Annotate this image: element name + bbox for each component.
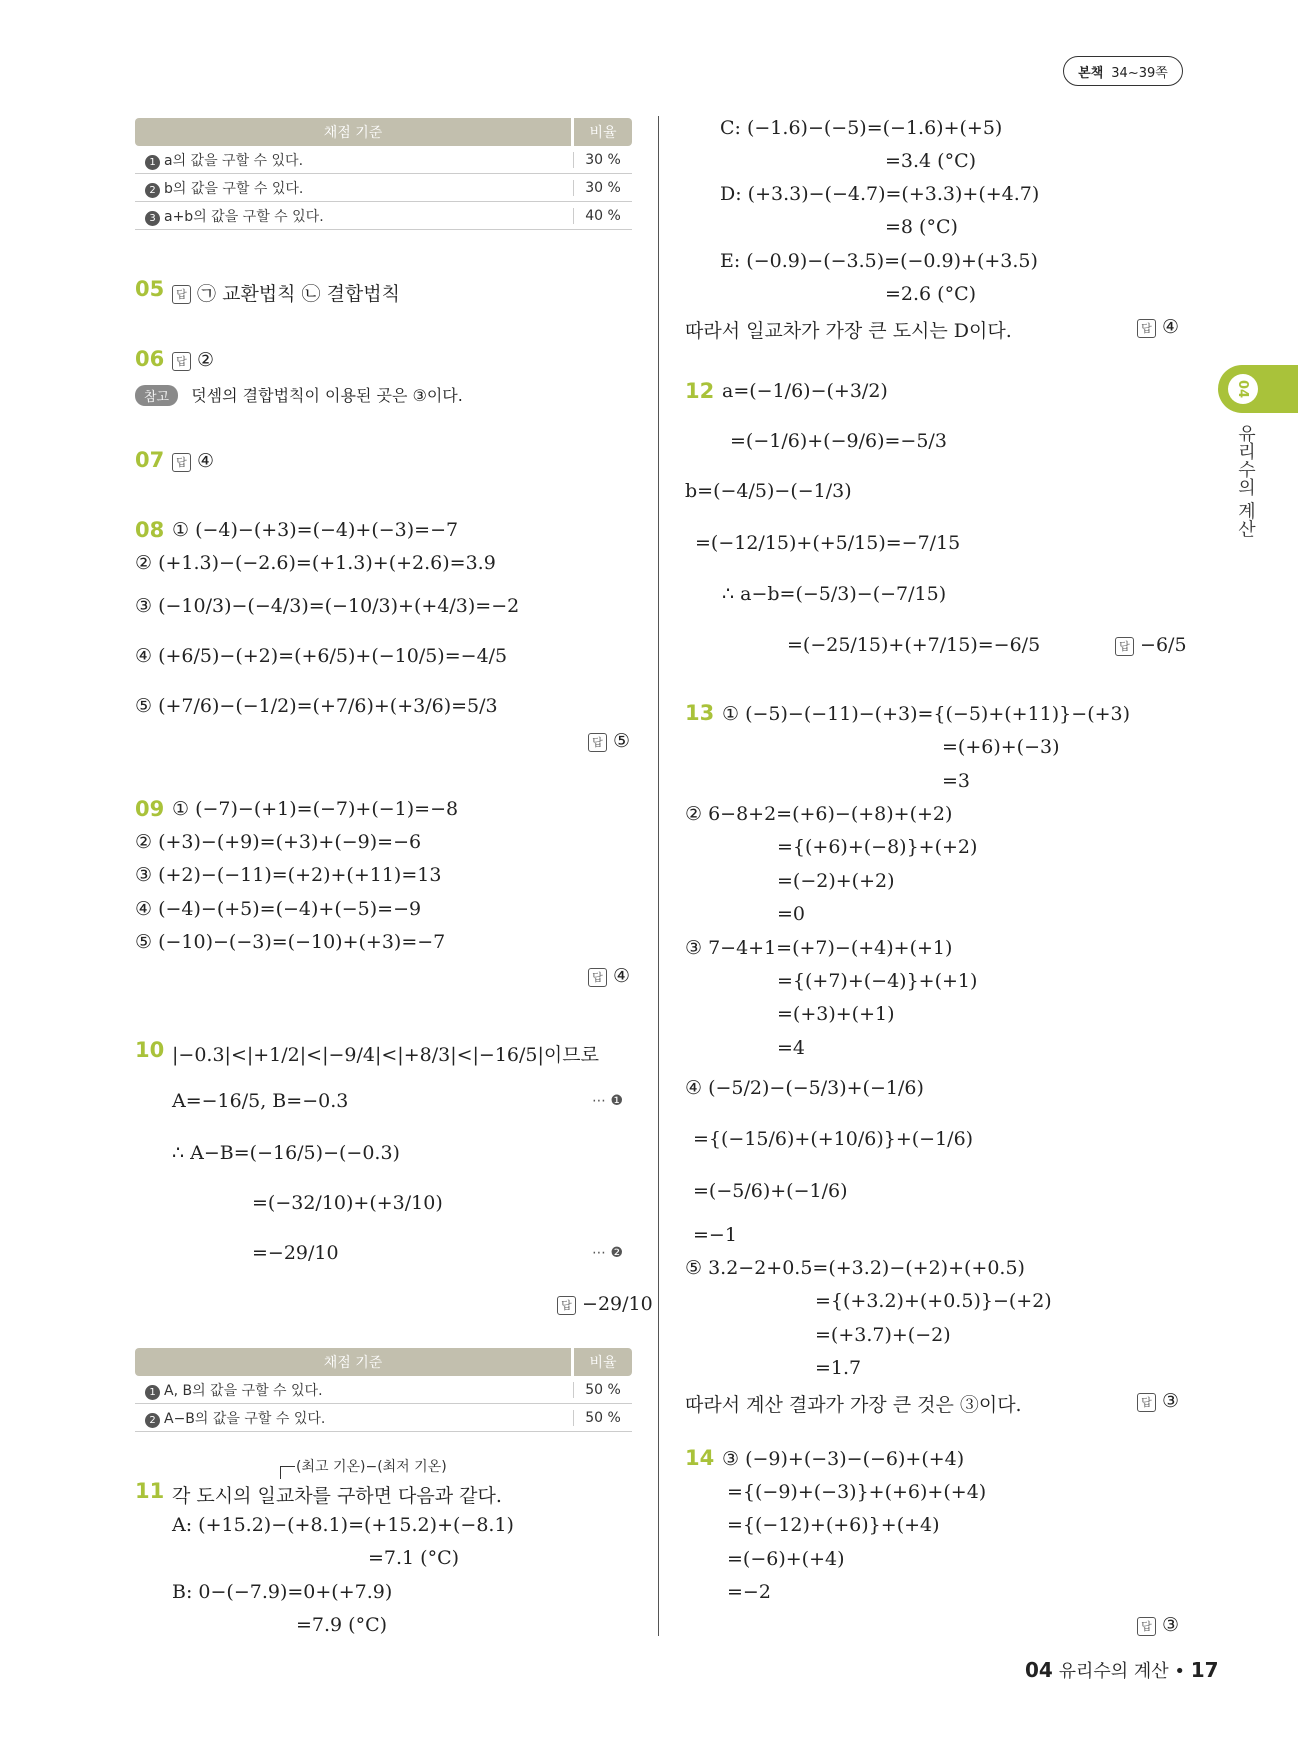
answer-text: ⑤ [613,730,631,752]
ratio-value: 40 % [573,208,632,224]
solution-line: ① (−4)−(+3)=(−4)+(−3)=−7 [172,519,459,541]
solution-line: ={(+7)+(−4)}+(+1) [777,970,978,992]
criteria-text: a의 값을 구할 수 있다. [164,152,304,169]
answer-mark: 답 [172,285,191,304]
footer-chapter: 04 [1025,1658,1053,1682]
solution-line: ={(−15/6)+(+10/6)}+(−1/6) [693,1128,974,1150]
solution-line: ③ 7−4+1=(+7)−(+4)+(+1) [685,937,953,959]
problem-number-09: 09 [135,797,165,821]
problem-number-08: 08 [135,518,165,542]
solution-line: =7.9 (°C) [296,1614,388,1636]
solution-line: D: (+3.3)−(−4.7)=(+3.3)+(+4.7) [720,183,1040,205]
problem-number-10: 10 [135,1038,165,1062]
solution-line: ={(−12)+(+6)}+(+4) [727,1514,940,1536]
solution-line: ② 6−8+2=(+6)−(+8)+(+2) [685,803,953,825]
solution-line: ∴ A−B=(−16/5)−(−0.3) [172,1142,400,1164]
answer-mark: 답 [557,1296,576,1315]
solution-line: =−29/10 [252,1242,339,1264]
problem-number-06: 06 [135,347,165,371]
answer-mark: 답 [588,733,607,752]
header-criteria: 채점 기준 [135,1348,571,1376]
problem-07-answer [172,450,214,472]
step-bullet: 1 [145,155,160,170]
column-divider [658,116,659,1636]
problem-05-answer [172,279,400,306]
solution-line: C: (−1.6)−(−5)=(−1.6)+(+5) [720,117,1003,139]
note-label: 참고 [135,385,178,406]
criteria-text: A, B의 값을 구할 수 있다. [164,1382,323,1399]
problem-11-intro: 각 도시의 일교차를 구하면 다음과 같다. [172,1485,502,1507]
problem-number-05: 05 [135,277,165,301]
table-row [135,174,632,202]
answer-text: ③ [1162,1390,1180,1412]
answer-text: ④ [1162,316,1180,338]
problem-13-final-answer [1137,1390,1179,1412]
solution-line: =(−6)+(+4) [727,1548,845,1570]
solution-line: ② (+1.3)−(−2.6)=(+1.3)+(+2.6)=3.9 [135,552,496,574]
page-reference [1063,56,1183,86]
solution-line: =(−32/10)+(+3/10) [252,1192,443,1214]
answer-text: ③ [1162,1614,1180,1636]
solution-line: =2.6 (°C) [885,283,977,305]
solution-line: =(+3.7)+(−2) [815,1324,951,1346]
answer-mark: 답 [172,352,191,371]
solution-line: ={(+6)+(−8)}+(+2) [777,836,978,858]
problem-09-final-answer [588,965,630,987]
step-marker-2: ⋯ ❷ [592,1245,624,1261]
table-row [135,1376,632,1404]
problem-10-final-answer [557,1293,653,1315]
solution-line: ={(−9)+(−3)}+(+6)+(+4) [727,1481,987,1503]
ratio-value: 50 % [573,1382,632,1398]
scoring-table-1 [135,118,632,230]
solution-line: =(−2)+(+2) [777,870,895,892]
header-ratio: 비율 [574,1348,632,1376]
solution-line: ⑤ 3.2−2+0.5=(+3.2)−(+2)+(+0.5) [685,1257,1025,1279]
problem-number-11: 11 [135,1479,165,1503]
solution-line: a=(−1/6)−(+3/2) [722,380,888,402]
solution-line: b=(−4/5)−(−1/3) [685,480,852,502]
problem-06-answer [172,349,214,371]
solution-line: A=−16/5, B=−0.3 [172,1090,349,1112]
answer-text: −6/5 [1140,634,1187,656]
solution-line: E: (−0.9)−(−3.5)=(−0.9)+(+3.5) [720,250,1038,272]
solution-line: ={(+3.2)+(+0.5)}−(+2) [815,1290,1052,1312]
solution-conclusion: 따라서 계산 결과가 가장 큰 것은 ③이다. [685,1394,1022,1416]
problem-14-final-answer [1137,1614,1179,1636]
solution-line: B: 0−(−7.9)=0+(+7.9) [172,1581,393,1603]
answer-mark: 답 [1137,319,1156,338]
solution-line: ④ (−5/2)−(−5/3)+(−1/6) [685,1077,924,1099]
solution-line: =3.4 (°C) [885,150,977,172]
solution-line: ∴ a−b=(−5/3)−(−7/15) [722,583,947,605]
ratio-value: 50 % [573,1410,632,1426]
step-bullet: 2 [145,1413,160,1428]
ratio-value: 30 % [573,180,632,196]
note-text: 덧셈의 결합법칙이 이용된 곳은 ③이다. [191,386,463,405]
solution-line: =−1 [693,1224,737,1246]
page-range: 34~39쪽 [1111,65,1168,81]
chapter-tab-number: 04 [1228,374,1258,404]
problem-number-12: 12 [685,379,715,403]
annotation-brace [280,1466,295,1479]
table-row [135,146,632,174]
solution-conclusion: 따라서 일교차가 가장 큰 도시는 D이다. [685,320,1012,342]
footer-separator: • [1174,1661,1185,1682]
solution-line: ③ (+2)−(−11)=(+2)+(+11)=13 [135,864,442,886]
reference-note [135,383,463,406]
solution-line: =7.1 (°C) [368,1547,460,1569]
answer-text: ② [197,349,215,371]
solution-line: =1.7 [815,1357,862,1379]
header-ratio: 비율 [574,118,632,146]
answer-text: ④ [613,965,631,987]
book-label: 본책 [1078,65,1104,81]
criteria-text: b의 값을 구할 수 있다. [164,180,304,197]
footer-title: 유리수의 계산 [1058,1661,1169,1682]
solution-line: ③ (−9)+(−3)−(−6)+(+4) [722,1448,965,1470]
solution-line: =8 (°C) [885,216,958,238]
problem-08-final-answer [588,730,630,752]
chapter-tab-title: 유리수의 계산 [1235,424,1256,538]
solution-line: ⑤ (−10)−(−3)=(−10)+(+3)=−7 [135,931,446,953]
solution-line: ③ (−10/3)−(−4/3)=(−10/3)+(+4/3)=−2 [135,595,520,617]
solution-line: =(−1/6)+(−9/6)=−5/3 [730,430,947,452]
answer-mark: 답 [1115,637,1134,656]
solution-line: ① (−5)−(−11)−(+3)={(−5)+(+11)}−(+3) [722,703,1131,725]
answer-text: −29/10 [582,1293,653,1315]
solution-line: ① (−7)−(+1)=(−7)+(−1)=−8 [172,798,459,820]
table-row [135,202,632,230]
answer-mark: 답 [588,968,607,987]
step-bullet: 3 [145,211,160,226]
solution-line: ⑤ (+7/6)−(−1/2)=(+7/6)+(+3/6)=5/3 [135,695,498,717]
criteria-text: a+b의 값을 구할 수 있다. [164,208,324,225]
criteria-text: A−B의 값을 구할 수 있다. [164,1410,326,1427]
solution-line: =(−5/6)+(−1/6) [693,1180,848,1202]
problem-12-final-answer [1115,634,1187,656]
problem-11-final-answer [1137,316,1179,338]
answer-text: ㉠ 교환법칙 ㉡ 결합법칙 [197,283,400,305]
header-criteria: 채점 기준 [135,118,571,146]
solution-line: =3 [942,770,971,792]
annotation-note: (최고 기온)−(최저 기온) [296,1459,447,1475]
scoring-table-2 [135,1348,632,1432]
solution-line: =(−12/15)+(+5/15)=−7/15 [695,532,961,554]
problem-number-07: 07 [135,448,165,472]
solution-line: =4 [777,1037,806,1059]
step-marker-1: ⋯ ❶ [592,1093,624,1109]
step-bullet: 2 [145,183,160,198]
solution-line: =(+3)+(+1) [777,1003,895,1025]
solution-line: =−2 [727,1581,771,1603]
solution-line: ② (+3)−(+9)=(+3)+(−9)=−6 [135,831,422,853]
page-footer [1025,1657,1219,1683]
page-number: 17 [1190,1658,1219,1682]
problem-number-13: 13 [685,701,715,725]
solution-line: =(−25/15)+(+7/15)=−6/5 [787,634,1041,656]
answer-mark: 답 [172,453,191,472]
step-bullet: 1 [145,1385,160,1400]
solution-line: =0 [777,903,806,925]
table-header [135,1348,632,1376]
problem-number-14: 14 [685,1446,715,1470]
ratio-value: 30 % [573,152,632,168]
table-row [135,1404,632,1432]
table-header [135,118,632,146]
solution-line: ④ (−4)−(+5)=(−4)+(−5)=−9 [135,898,422,920]
solution-line: ④ (+6/5)−(+2)=(+6/5)+(−10/5)=−4/5 [135,645,508,667]
solution-line: |−0.3|<|+1/2|<|−9/4|<|+8/3|<|−16/5|이므로 [172,1044,599,1066]
solution-line: =(+6)+(−3) [942,736,1060,758]
answer-mark: 답 [1137,1617,1156,1636]
solution-line: A: (+15.2)−(+8.1)=(+15.2)+(−8.1) [172,1514,514,1536]
answer-mark: 답 [1137,1393,1156,1412]
answer-text: ④ [197,450,215,472]
